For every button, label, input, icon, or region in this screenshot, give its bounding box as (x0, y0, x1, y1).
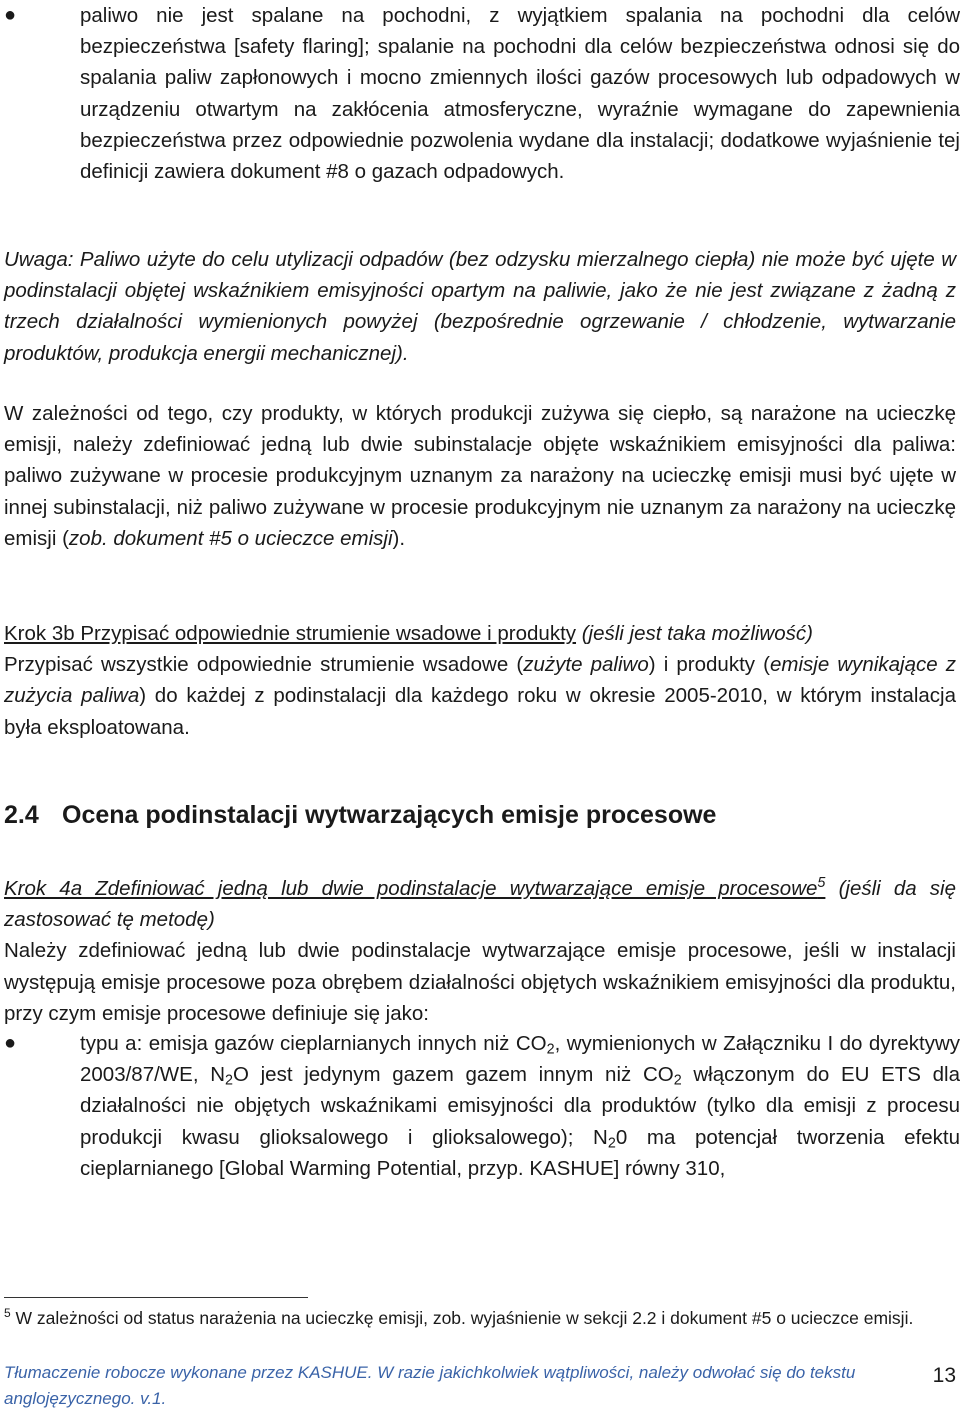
reference-link-doc5: zob. dokument #5 o ucieczce emisji (68, 526, 393, 550)
step-4a-heading (4, 873, 956, 935)
footnote-reference[interactable]: 5 (817, 875, 826, 892)
section-heading-2-4 (4, 797, 716, 833)
step-3b-qualifier: (jeśli jest taka możliwość) (581, 622, 813, 645)
step-4a-section (4, 873, 956, 1029)
footnote-separator (4, 1297, 308, 1298)
step-3b-heading (4, 618, 956, 649)
bullet-text: paliwo nie jest spalane na pochodni, z wyjątkiem spalania na pochodni dla celów bezpieczeństwa [safety flaring]; spalanie na pochodni dla celów bezpieczeństwa odnosi się do spalania paliw zapłonowych i mocno zmiennych ilości gazów procesowych lub odpadowych w urządzeniu otwartym na zakłócenia atmosferyczne, wyraźnie wymagane do zapewnienia bezpieczeństwa przez odpowiednie pozwolenia wydane dla instalacji; dodatkowe wyjaśnienie tej definicji zawiera dokument #8 o gazach odpadowych. (80, 4, 960, 184)
step-4a-qualifier: (jeśli da się zastosować tę metodę) (4, 877, 957, 932)
note-paragraph: Uwaga: Paliwo użyte do celu utylizacji odpadów (bez odzysku mierzalnego ciepła) nie może być ujęte w podinstalacji objętej wskaźnikiem emisyjności opartym na paliwie, jako że nie jest związane z żadną z trzech działalności wymienionych powyżej (bezpośrednie ogrzewanie / chłodzenie, wytwarzanie produktów, produkcja energii mechanicznej). (4, 248, 956, 365)
step-4a-body: Należy zdefiniować jedną lub dwie podinstalacje wytwarzające emisje procesowe, jeśli w instalacji występują emisje procesowe poza obrębem działalności objętych wskaźnikiem emisyjności dla produktu, przy czym emisje procesowe definiuje się jako: (4, 939, 956, 1025)
bullet-icon: ● (4, 1032, 17, 1054)
bullet-item-type-a (4, 1028, 960, 1184)
page-number: 13 (932, 1364, 956, 1387)
paragraph-subinstallations: W zależności od tego, czy produkty, w których produkcji zużywa się ciepło, są narażone na ucieczkę emisji, należy zdefiniować jedną lub dwie subinstalacje objęte wskaźnikiem emisyjności dla paliwa: paliwo zużywane w procesie produkcyjnym uznanym za narażony na ucieczkę emisji musi być ujęte w innej subinstalacji, niż paliwo zużywane w procesie produkcyjnym nie uznanym za narażony na ucieczkę emisji (zob. dokument #5 o ucieczce emisji). (4, 402, 956, 550)
bullet-icon: ● (4, 4, 17, 26)
footnote-text: W zależności od status narażenia na ucieczkę emisji, zob. wyjaśnienie w sekcji 2.2 i dokument #5 o ucieczce emisji. (10, 1308, 914, 1328)
footer-translation-note: Tłumaczenie robocze wykonane przez KASHUE. W razie jakichkolwiek wątpliwości, należy odwołać się do tekstu anglojęzycznego. v.1. (4, 1363, 856, 1408)
step-3b-title: Krok 3b Przypisać odpowiednie strumienie wsadowe i produkty (4, 622, 577, 645)
footnote-5 (4, 1305, 940, 1331)
step-4a-title: Krok 4a Zdefiniować jedną lub dwie podinstalacje wytwarzające emisje procesowe$^5$ (4, 875, 826, 900)
bullet-item-safety-flaring (4, 0, 960, 187)
footnote-mark: 5 (4, 1306, 11, 1321)
section-title: Ocena podinstalacji wytwarzających emisje procesowe (62, 801, 717, 829)
step-3b-body: Przypisać wszystkie odpowiednie strumienie wsadowe (zużyte paliwo) i produkty (emisje wynikające z zużycia paliwa) do każdej z podinstalacji dla każdego roku w okresie 2005-2010, w którym instalacja była eksploatowana. (4, 653, 957, 739)
section-number: 2.4 (4, 801, 39, 829)
bullet-text: typu a: emisja gazów cieplarnianych innych niż $CO_2$, wymienionych w Załączniku I do dyrektywy 2003/87/WE, $N_2O$ jest jedynym gazem gazem innym niż $CO_2$ włączonym do EU ETS dla działalności nie objętych wskaźnikami emisyjności dla produktów (tylko dla emisji z procesu produkcji kwasu glioksalowego i glioksalowego); $N_20$ ma potencjał tworzenia efektu cieplarnianego [Global Warming Potential, przyp. KASHUE] równy 310, (80, 1032, 960, 1180)
step-3b-section (4, 618, 956, 743)
